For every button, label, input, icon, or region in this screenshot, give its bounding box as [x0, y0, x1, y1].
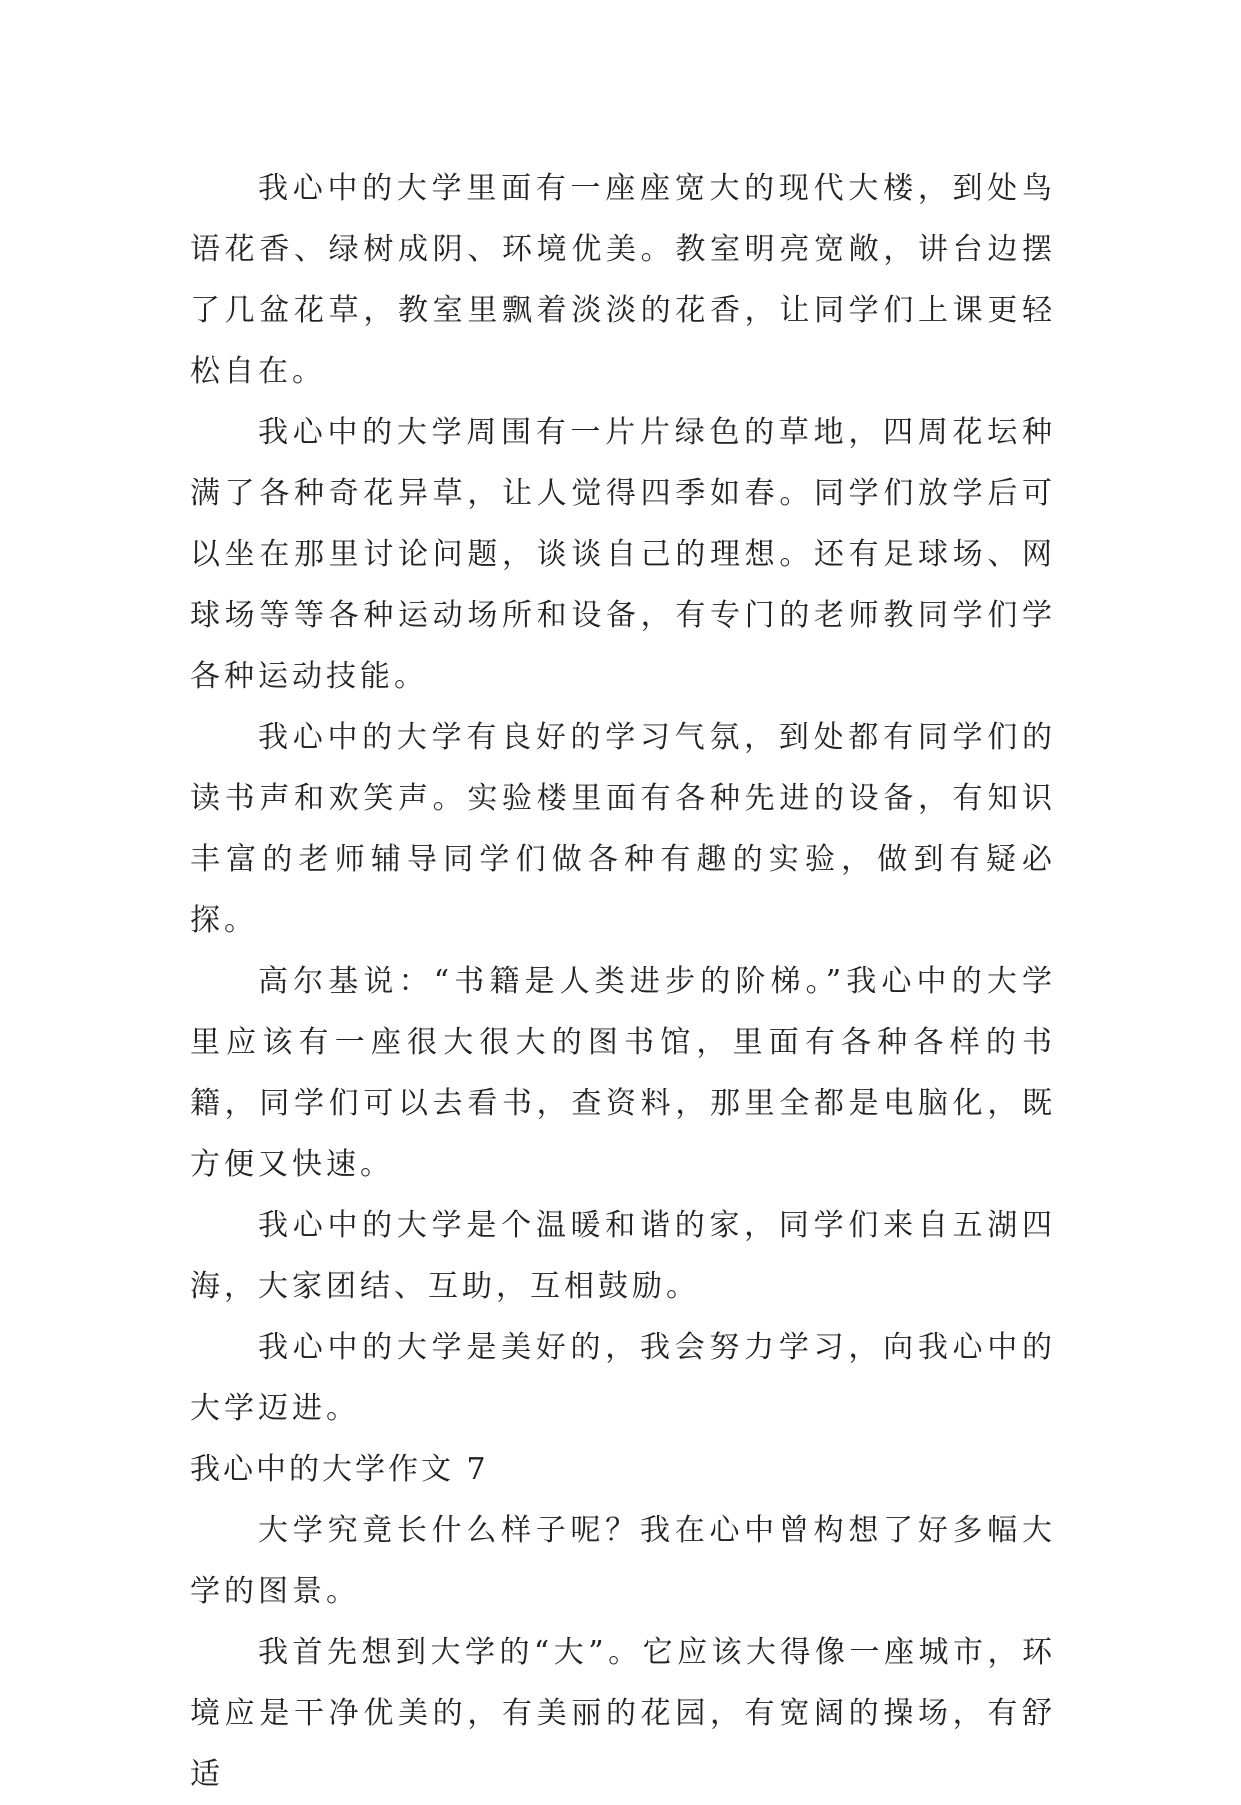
paragraph-study-atmosphere: 我心中的大学有良好的学习气氛，到处都有同学们的读书声和欢笑声。实验楼里面有各种先进的设备，有知识丰富的老师辅导同学们做各种有趣的实验，做到有疑必探。 — [190, 720, 1056, 938]
paragraph-library: 高尔基说：“书籍是人类进步的阶梯。”我心中的大学里应该有一座很大很大的图书馆，里面有各种各样的书籍，同学们可以去看书，查资料，那里全都是电脑化，既方便又快速。 — [190, 964, 1056, 1182]
paragraph-warm-home: 我心中的大学是个温暖和谐的家，同学们来自五湖四海，大家团结、互助，互相鼓励。 — [190, 1208, 1056, 1304]
paragraph-school-buildings: 我心中的大学里面有一座座宽大的现代大楼，到处鸟语花香、绿树成阴、环境优美。教室明亮宽敞，讲台边摆了几盆花草，教室里飘着淡淡的花香，让同学们上课更轻松自在。 — [190, 171, 1056, 389]
paragraph-imagining-university: 大学究竟长什么样子呢？我在心中曾构想了好多幅大学的图景。 — [190, 1513, 1056, 1609]
essay-heading: 我心中的大学作文 7 — [190, 1452, 489, 1487]
paragraph-big-campus: 我首先想到大学的“大”。它应该大得像一座城市，环境应是干净优美的，有美丽的花园，有宽阔的操场，有舒适 — [190, 1635, 1056, 1792]
document-body — [190, 158, 1056, 1805]
paragraph-conclusion: 我心中的大学是美好的，我会努力学习，向我心中的大学迈进。 — [190, 1330, 1056, 1426]
paragraph-lawns-and-sports: 我心中的大学周围有一片片绿色的草地，四周花坛种满了各种奇花异草，让人觉得四季如春。同学们放学后可以坐在那里讨论问题，谈谈自己的理想。还有足球场、网球场等等各种运动场所和设备，有专门的老师教同学们学各种运动技能。 — [190, 415, 1056, 694]
